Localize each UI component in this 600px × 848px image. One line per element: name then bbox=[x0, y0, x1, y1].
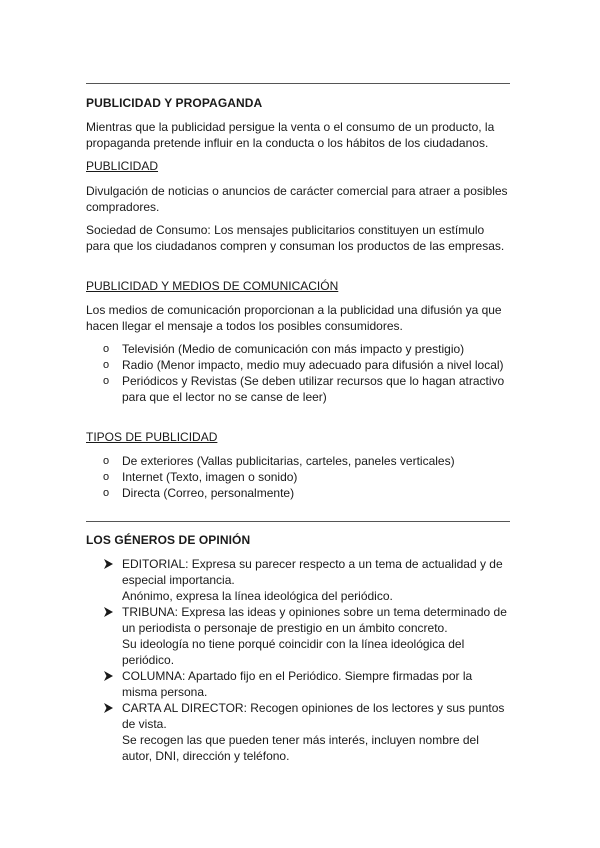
section-title-generos-opinion: LOS GÉNEROS DE OPINIÓN bbox=[86, 533, 251, 547]
arrow-bullet-icon bbox=[103, 703, 113, 713]
intro-paragraph: Mientras que la publicidad persigue la venta o el consumo de un producto, la propaganda pretende influir en la conducta o los hábitos de los ciudadanos. bbox=[86, 120, 495, 150]
subheading-tipos: TIPOS DE PUBLICIDAD bbox=[86, 430, 218, 444]
subheading-medios: PUBLICIDAD Y MEDIOS DE COMUNICACIÓN bbox=[86, 279, 339, 293]
list-item: o Televisión (Medio de comunicación con más impacto y prestigio) bbox=[103, 342, 465, 356]
arrow-bullet-icon bbox=[103, 607, 113, 617]
arrow-bullet-icon bbox=[103, 559, 113, 569]
list-item: o Radio (Menor impacto, medio muy adecuado para difusión a nivel local) bbox=[103, 358, 504, 372]
list-item: o Internet (Texto, imagen o sonido) bbox=[103, 470, 298, 484]
bullet-icon: o bbox=[103, 375, 110, 387]
section-title-publicidad-propaganda: PUBLICIDAD Y PROPAGANDA bbox=[86, 96, 263, 110]
subheading-publicidad: PUBLICIDAD bbox=[86, 159, 159, 173]
medios-list bbox=[86, 341, 510, 405]
bullet-icon: o bbox=[103, 487, 110, 499]
sociedad-consumo-paragraph: Sociedad de Consumo: Los mensajes publicitarios constituyen un estímulo para que los ciudadanos compren y consuman los productos de las empresas. bbox=[86, 223, 505, 253]
list-item: o De exteriores (Vallas publicitarias, carteles, paneles verticales) bbox=[103, 454, 455, 468]
list-item: o Directa (Correo, personalmente) bbox=[103, 486, 295, 500]
list-item: TRIBUNA: Expresa las ideas y opiniones sobre un tema determinado de un periodista o personaje de prestigio en un ámbito concreto. Su ideología no tiene porqué coincidir con la línea ideológica del periódico. bbox=[86, 604, 510, 668]
list-item: COLUMNA: Apartado fijo en el Periódico. Siempre firmadas por la misma persona. bbox=[86, 668, 510, 700]
arrow-bullet-icon bbox=[103, 671, 113, 681]
tipos-list bbox=[86, 453, 510, 501]
bullet-icon: o bbox=[103, 471, 110, 483]
list-item: EDITORIAL: Expresa su parecer respecto a un tema de actualidad y de especial importancia. Anónimo, expresa la línea ideológica del periódico. bbox=[86, 556, 510, 604]
list-item: o Periódicos y Revistas (Se deben utilizar recursos que lo hagan atractivo para que el lector no se canse de leer) bbox=[103, 374, 505, 404]
divider-top bbox=[86, 83, 510, 84]
medios-paragraph: Los medios de comunicación proporcionan a la publicidad una difusión ya que hacen llegar el mensaje a todos los posibles consumidores. bbox=[86, 303, 502, 333]
generos-list bbox=[86, 556, 510, 764]
bullet-icon: o bbox=[103, 343, 110, 355]
bullet-icon: o bbox=[103, 359, 110, 371]
divider-middle bbox=[86, 521, 510, 522]
publicidad-definition: Divulgación de noticias o anuncios de carácter comercial para atraer a posibles compradores. bbox=[86, 184, 508, 214]
list-item: CARTA AL DIRECTOR: Recogen opiniones de los lectores y sus puntos de vista. Se recogen las que pueden tener más interés, incluyen nombre del autor, DNI, dirección y teléfono. bbox=[86, 700, 510, 764]
bullet-icon: o bbox=[103, 455, 110, 467]
